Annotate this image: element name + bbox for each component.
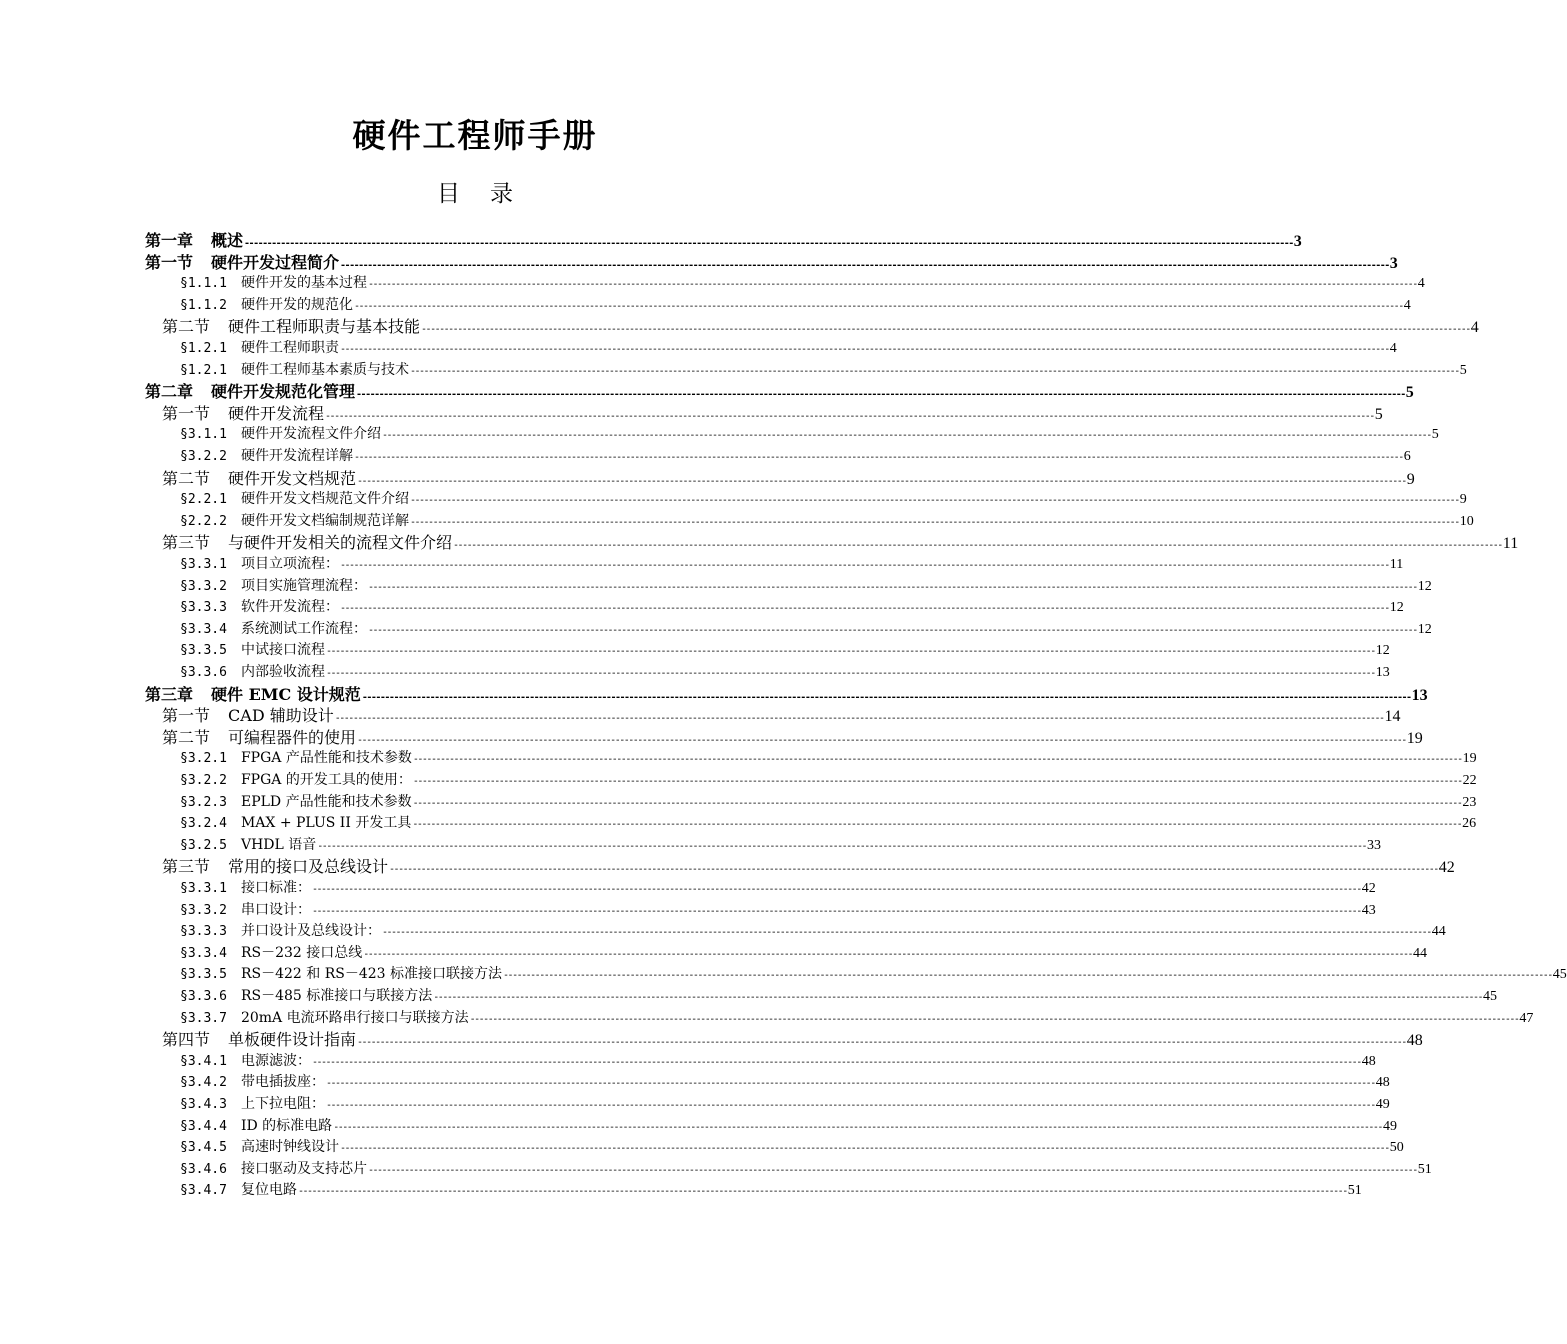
toc-leader: ---------------------------------------------------------------------------------------------------------------------------------------------------------------------------------------------------------------------------------------- — [339, 344, 1389, 355]
toc-leader: ---------------------------------------------------------------------------------------------------------------------------------------------------------------------------------------------------------------------------------------- — [339, 603, 1389, 615]
toc-entry[interactable] — [180, 1137, 1404, 1159]
toc-entry[interactable] — [162, 403, 1383, 425]
toc-entry[interactable] — [180, 554, 1404, 576]
toc-page-number: 45 — [1483, 989, 1498, 1004]
toc-leader: ---------------------------------------------------------------------------------------------------------------------------------------------------------------------------------------------------------------------------------------- — [353, 452, 1403, 463]
toc-entry[interactable] — [180, 446, 1411, 468]
toc-leader: ---------------------------------------------------------------------------------------------------------------------------------------------------------------------------------------------------------------------------------------- — [325, 1100, 1375, 1111]
toc-page-number: 51 — [1347, 1183, 1362, 1199]
toc-page-number: 9 — [1459, 492, 1467, 508]
toc-leader: ---------------------------------------------------------------------------------------------------------------------------------------------------------------------------------------------------------------------------------------- — [409, 495, 1459, 507]
toc-entry-text: 硬件 EMC 设计规范 — [211, 684, 361, 704]
toc-entry-number: §3.4.1 — [180, 1053, 227, 1069]
toc-entry-number: §3.3.4 — [180, 945, 227, 961]
toc-page-number: 33 — [1367, 837, 1382, 853]
toc-entry-text: 系统测试工作流程： — [240, 620, 367, 637]
toc-entry[interactable] — [180, 964, 1567, 986]
toc-leader: ---------------------------------------------------------------------------------------------------------------------------------------------------------------------------------------------------------------------------------------- — [381, 430, 1431, 442]
toc-page-number: 5 — [1431, 427, 1439, 443]
toc-entry-text: 常用的接口及总线设计 — [228, 857, 389, 877]
toc-heading: 目录 — [437, 181, 543, 207]
toc-leader: ---------------------------------------------------------------------------------------------------------------------------------------------------------------------------------------------------------------------------------------- — [357, 734, 1406, 746]
toc-entry-text: 硬件开发流程文件介绍 — [240, 426, 381, 443]
toc-page-number: 23 — [1462, 794, 1477, 810]
toc-leader: ---------------------------------------------------------------------------------------------------------------------------------------------------------------------------------------------------------------------------------------- — [367, 279, 1417, 291]
toc-leader: ---------------------------------------------------------------------------------------------------------------------------------------------------------------------------------------------------------------------------------------- — [340, 259, 1389, 271]
toc-entry[interactable] — [162, 316, 1479, 338]
toc-page-number: 48 — [1375, 1075, 1390, 1091]
toc-page-number: 4 — [1389, 341, 1397, 356]
toc-entry[interactable] — [180, 878, 1376, 900]
toc-page-number: 43 — [1361, 902, 1376, 918]
toc-entry-label: 第一节 — [162, 403, 211, 423]
toc-page-number: 42 — [1438, 859, 1455, 877]
toc-page-number: 4 — [1470, 319, 1479, 337]
toc-leader: ---------------------------------------------------------------------------------------------------------------------------------------------------------------------------------------------------------------------------------------- — [353, 300, 1403, 312]
toc-entry-number: §3.3.1 — [180, 881, 227, 896]
toc-page-number: 6 — [1403, 449, 1411, 464]
toc-entry[interactable] — [180, 424, 1439, 446]
toc-entry-text: 硬件开发流程详解 — [240, 448, 353, 464]
toc-entry-text: 硬件开发流程 — [228, 403, 325, 423]
toc-entry-text: 并口设计及总线设计： — [240, 923, 381, 940]
toc-entry[interactable] — [145, 381, 1414, 403]
toc-page-number: 13 — [1411, 686, 1428, 704]
toc-entry[interactable] — [162, 856, 1455, 878]
toc-page-number: 49 — [1382, 1118, 1397, 1134]
toc-page-number: 19 — [1406, 729, 1423, 747]
toc-entry[interactable] — [180, 511, 1474, 533]
toc-page-number: 10 — [1459, 513, 1474, 529]
toc-entry[interactable] — [180, 360, 1467, 382]
toc-entry-number: §3.2.1 — [180, 751, 227, 767]
toc-entry[interactable] — [180, 1180, 1362, 1202]
toc-leader: ---------------------------------------------------------------------------------------------------------------------------------------------------------------------------------------------------------------------------------------- — [433, 992, 1483, 1003]
toc-entry-number: §3.3.1 — [180, 557, 227, 572]
toc-entry-number: §3.3.5 — [180, 967, 227, 983]
toc-leader: ---------------------------------------------------------------------------------------------------------------------------------------------------------------------------------------------------------------------------------------- — [311, 884, 1361, 895]
toc-entry-text: ID 的标准电路 — [240, 1117, 333, 1134]
toc-leader: ---------------------------------------------------------------------------------------------------------------------------------------------------------------------------------------------------------------------------------------- — [381, 927, 1431, 939]
toc-entry[interactable] — [180, 748, 1477, 770]
toc-entry-number: §3.3.6 — [180, 989, 227, 1004]
toc-page-number: 44 — [1431, 924, 1446, 940]
toc-entry-text: 中试接口流程 — [240, 642, 325, 659]
toc-entry[interactable] — [162, 705, 1401, 727]
toc-entry-text: 单板硬件设计指南 — [228, 1030, 357, 1050]
toc-page-number: 5 — [1405, 384, 1414, 402]
toc-page-number: 48 — [1361, 1053, 1376, 1069]
toc-entry-number: §3.2.2 — [180, 449, 227, 464]
toc-leader: ---------------------------------------------------------------------------------------------------------------------------------------------------------------------------------------------------------------------------------------- — [412, 819, 1462, 831]
toc-entry-text: 软件开发流程： — [240, 599, 339, 616]
toc-entry-number: §3.3.3 — [180, 924, 227, 940]
toc-page-number: 11 — [1502, 535, 1519, 553]
toc-entry[interactable] — [180, 640, 1390, 662]
toc-entry-text: 复位电路 — [240, 1182, 297, 1199]
toc-entry-number: §3.4.4 — [180, 1118, 227, 1134]
toc-entry-number: §1.2.1 — [180, 341, 227, 356]
toc-leader: ---------------------------------------------------------------------------------------------------------------------------------------------------------------------------------------------------------------------------------------- — [244, 238, 1293, 249]
toc-page-number: 11 — [1389, 557, 1404, 572]
toc-entry-text: 20mA 电流环路串行接口与联接方法 — [240, 1009, 469, 1026]
toc-page-number: 12 — [1375, 643, 1390, 659]
toc-entry-number: §3.1.1 — [180, 427, 227, 443]
toc-entry-label: 第一节 — [145, 252, 194, 272]
toc-page-number: 50 — [1389, 1140, 1404, 1156]
toc-leader: ---------------------------------------------------------------------------------------------------------------------------------------------------------------------------------------------------------------------------------------- — [334, 713, 1384, 725]
toc-entry[interactable] — [180, 597, 1404, 619]
toc-leader: ---------------------------------------------------------------------------------------------------------------------------------------------------------------------------------------------------------------------------------------- — [503, 970, 1552, 982]
toc-page-number: 4 — [1417, 276, 1425, 292]
toc-leader: ---------------------------------------------------------------------------------------------------------------------------------------------------------------------------------------------------------------------------------------- — [361, 691, 1411, 703]
toc-entry[interactable] — [180, 921, 1446, 943]
toc-page-number: 9 — [1406, 470, 1415, 488]
toc-entry-number: §1.1.2 — [180, 297, 227, 313]
toc-entry-text: 与硬件开发相关的流程文件介绍 — [228, 533, 453, 553]
toc-entry[interactable] — [180, 619, 1432, 641]
toc-entry[interactable] — [180, 813, 1477, 835]
toc-page-number: 44 — [1413, 945, 1428, 961]
toc-entry-label: 第二章 — [145, 382, 194, 402]
toc-page-number: 42 — [1361, 881, 1376, 896]
toc-entry[interactable] — [180, 1008, 1534, 1030]
toc-entry-text: 高速时钟线设计 — [240, 1139, 339, 1156]
toc-entry-number: §3.4.3 — [180, 1097, 227, 1112]
toc-entry[interactable] — [145, 230, 1302, 252]
toc-entry-label: 第一节 — [162, 706, 211, 726]
toc-leader: ---------------------------------------------------------------------------------------------------------------------------------------------------------------------------------------------------------------------------------------- — [325, 646, 1375, 658]
toc-entry-number: §2.2.2 — [180, 513, 227, 529]
toc-entry[interactable] — [180, 1051, 1376, 1073]
toc-entry[interactable] — [180, 576, 1432, 598]
toc-entry-text: 可编程器件的使用 — [228, 727, 357, 747]
toc-page-number: 12 — [1417, 621, 1432, 637]
toc-page-number: 22 — [1462, 773, 1477, 788]
toc-entry-number: §3.3.3 — [180, 600, 227, 616]
toc-entry-number: §3.3.2 — [180, 578, 227, 594]
toc-entry-label: 第三节 — [162, 533, 211, 553]
toc-leader: ---------------------------------------------------------------------------------------------------------------------------------------------------------------------------------------------------------------------------------------- — [367, 581, 1417, 593]
toc-entry-number: §3.4.2 — [180, 1075, 227, 1091]
toc-leader: ---------------------------------------------------------------------------------------------------------------------------------------------------------------------------------------------------------------------------------------- — [363, 948, 1413, 960]
toc-entry-number: §3.3.6 — [180, 665, 227, 680]
toc-page-number: 47 — [1519, 1010, 1534, 1026]
toc-entry-number: §1.1.1 — [180, 276, 227, 292]
toc-entry[interactable] — [162, 532, 1519, 554]
toc-entry[interactable] — [180, 489, 1467, 511]
page-title: 硬件工程师手册 — [352, 116, 598, 155]
toc-page-number: 3 — [1293, 233, 1302, 250]
toc-leader: ---------------------------------------------------------------------------------------------------------------------------------------------------------------------------------------------------------------------------------------- — [412, 776, 1462, 787]
toc-entry-text: FPGA 产品性能和技术参数 — [240, 750, 412, 767]
toc-entry[interactable] — [180, 792, 1477, 814]
toc-leader: ---------------------------------------------------------------------------------------------------------------------------------------------------------------------------------------------------------------------------------------- — [333, 1121, 1382, 1133]
toc-entry[interactable] — [180, 338, 1397, 360]
toc-entry-text: 接口标准： — [240, 880, 311, 896]
toc-entry-text: 硬件工程师职责 — [240, 340, 339, 356]
toc-leader: ---------------------------------------------------------------------------------------------------------------------------------------------------------------------------------------------------------------------------------------- — [412, 754, 1462, 766]
toc-entry-text: CAD 辅助设计 — [228, 706, 334, 726]
toc-page-number: 19 — [1462, 751, 1477, 767]
toc-page-number: 12 — [1417, 578, 1432, 594]
toc-leader: ---------------------------------------------------------------------------------------------------------------------------------------------------------------------------------------------------------------------------------------- — [325, 1078, 1375, 1090]
toc-entry[interactable] — [180, 835, 1382, 857]
toc-page-number: 14 — [1384, 708, 1401, 726]
toc-entry-number: §3.3.2 — [180, 902, 227, 918]
toc-entry[interactable] — [162, 727, 1423, 749]
toc-entry-label: 第三章 — [145, 684, 194, 704]
toc-entry[interactable] — [145, 252, 1398, 274]
toc-entry-number: §3.2.4 — [180, 816, 227, 832]
toc-entry-text: 硬件工程师职责与基本技能 — [228, 317, 421, 337]
toc-entry-text: 串口设计： — [240, 901, 311, 918]
toc-entry[interactable] — [145, 684, 1428, 706]
toc-entry-text: 硬件开发文档编制规范详解 — [240, 512, 409, 529]
toc-entry-text: 接口驱动及支持芯片 — [240, 1160, 367, 1177]
toc-leader: ---------------------------------------------------------------------------------------------------------------------------------------------------------------------------------------------------------------------------------------- — [367, 1164, 1417, 1176]
toc-leader: ---------------------------------------------------------------------------------------------------------------------------------------------------------------------------------------------------------------------------------------- — [357, 475, 1406, 487]
toc-entry[interactable] — [162, 1029, 1423, 1051]
toc-entry-number: §3.2.5 — [180, 837, 227, 853]
toc-leader: ---------------------------------------------------------------------------------------------------------------------------------------------------------------------------------------------------------------------------------------- — [325, 668, 1375, 679]
toc-entry-number: §3.3.7 — [180, 1010, 227, 1026]
toc-entry-text: 项目实施管理流程： — [240, 577, 367, 594]
toc-entry-text: 硬件开发文档规范文件介绍 — [240, 491, 409, 508]
toc-leader: ---------------------------------------------------------------------------------------------------------------------------------------------------------------------------------------------------------------------------------------- — [367, 624, 1417, 636]
toc-page-number: 45 — [1552, 967, 1567, 983]
toc-leader: ---------------------------------------------------------------------------------------------------------------------------------------------------------------------------------------------------------------------------------------- — [356, 389, 1405, 401]
toc-entry[interactable] — [180, 295, 1411, 317]
toc-page-number: 5 — [1459, 362, 1467, 378]
toc-entry-text: 硬件开发过程简介 — [211, 252, 340, 272]
toc-entry-number: §3.4.7 — [180, 1183, 227, 1199]
toc-entry-text: 上下拉电阻： — [240, 1096, 325, 1112]
toc-entry-label: 第四节 — [162, 1030, 211, 1050]
toc-entry-label: 第二节 — [162, 468, 211, 488]
toc-entry-number: §3.2.2 — [180, 773, 227, 788]
toc-page-number: 26 — [1462, 816, 1477, 832]
toc-entry[interactable] — [180, 1159, 1432, 1181]
toc-entry-number: §1.2.1 — [180, 362, 227, 378]
toc-entry[interactable] — [180, 1116, 1397, 1138]
toc-entry-number: §3.4.5 — [180, 1140, 227, 1156]
toc-entry-number: §3.3.5 — [180, 643, 227, 659]
toc-entry-text: 硬件开发规范化管理 — [211, 382, 356, 402]
toc-entry-label: 第一章 — [145, 231, 194, 250]
toc-entry-label: 第二节 — [162, 317, 211, 337]
toc-entry-text: RS－485 标准接口与联接方法 — [240, 988, 433, 1004]
toc-entry[interactable] — [180, 900, 1376, 922]
toc-entry[interactable] — [180, 986, 1498, 1008]
toc-leader: ---------------------------------------------------------------------------------------------------------------------------------------------------------------------------------------------------------------------------------------- — [325, 410, 1374, 422]
toc-leader: ---------------------------------------------------------------------------------------------------------------------------------------------------------------------------------------------------------------------------------------- — [317, 840, 1367, 852]
toc-leader: ---------------------------------------------------------------------------------------------------------------------------------------------------------------------------------------------------------------------------------------- — [421, 324, 1470, 336]
toc-entry-text: 电源滤波： — [240, 1052, 311, 1069]
toc-leader: ---------------------------------------------------------------------------------------------------------------------------------------------------------------------------------------------------------------------------------------- — [297, 1186, 1347, 1198]
toc-entry[interactable] — [162, 468, 1415, 490]
toc-entry-text: 带电插拔座： — [240, 1074, 325, 1091]
toc-entry-label: 第二节 — [162, 727, 211, 747]
toc-leader: ---------------------------------------------------------------------------------------------------------------------------------------------------------------------------------------------------------------------------------------- — [311, 1056, 1361, 1068]
toc-entry-text: FPGA 的开发工具的使用： — [240, 772, 412, 788]
toc-entry-text: 概述 — [211, 231, 244, 250]
toc-entry[interactable] — [180, 273, 1425, 295]
toc-entry-text: 硬件工程师基本素质与技术 — [240, 361, 409, 378]
toc-entry[interactable] — [180, 1072, 1390, 1094]
toc-entry[interactable] — [180, 943, 1428, 965]
toc-page-number: 12 — [1389, 600, 1404, 616]
toc-leader: ---------------------------------------------------------------------------------------------------------------------------------------------------------------------------------------------------------------------------------------- — [409, 516, 1459, 528]
toc-page-number: 51 — [1417, 1161, 1432, 1177]
toc-leader: ---------------------------------------------------------------------------------------------------------------------------------------------------------------------------------------------------------------------------------------- — [412, 797, 1462, 809]
toc-entry-text: 硬件开发的规范化 — [240, 296, 353, 313]
toc-page-number: 48 — [1406, 1032, 1423, 1050]
toc-entry[interactable] — [180, 770, 1477, 792]
toc-entry-number: §3.3.4 — [180, 621, 227, 637]
toc-page-number: 49 — [1375, 1097, 1390, 1112]
toc-entry-text: 项目立项流程： — [240, 556, 339, 572]
toc-leader: ---------------------------------------------------------------------------------------------------------------------------------------------------------------------------------------------------------------------------------------- — [469, 1013, 1519, 1025]
toc-entry-number: §3.2.3 — [180, 794, 227, 810]
toc-leader: ---------------------------------------------------------------------------------------------------------------------------------------------------------------------------------------------------------------------------------------- — [389, 864, 1438, 876]
toc-leader: ---------------------------------------------------------------------------------------------------------------------------------------------------------------------------------------------------------------------------------------- — [339, 1143, 1389, 1155]
toc-page-number: 5 — [1374, 405, 1383, 423]
toc-entry-text: RS－232 接口总线 — [240, 944, 363, 961]
toc-page-number: 13 — [1375, 665, 1390, 680]
toc-leader: ---------------------------------------------------------------------------------------------------------------------------------------------------------------------------------------------------------------------------------------- — [357, 1037, 1406, 1049]
toc-leader: ---------------------------------------------------------------------------------------------------------------------------------------------------------------------------------------------------------------------------------------- — [339, 560, 1389, 571]
toc-entry-text: 硬件开发文档规范 — [228, 468, 357, 488]
toc-entry-text: EPLD 产品性能和技术参数 — [240, 793, 412, 810]
toc-entry-number: §3.4.6 — [180, 1161, 227, 1177]
toc-leader: ---------------------------------------------------------------------------------------------------------------------------------------------------------------------------------------------------------------------------------------- — [311, 905, 1361, 917]
toc-entry-number: §2.2.1 — [180, 492, 227, 508]
toc-entry-text: 内部验收流程 — [240, 664, 325, 680]
toc-entry-text: 硬件开发的基本过程 — [240, 275, 367, 292]
toc-entry-text: MAX + PLUS II 开发工具 — [240, 815, 412, 832]
toc-page-number: 3 — [1389, 254, 1398, 272]
toc-entry[interactable] — [180, 662, 1390, 684]
toc-page-number: 4 — [1403, 297, 1411, 313]
toc-entry-label: 第三节 — [162, 857, 211, 877]
toc-entry-text: VHDL 语音 — [240, 836, 317, 853]
toc-leader: ---------------------------------------------------------------------------------------------------------------------------------------------------------------------------------------------------------------------------------------- — [409, 365, 1459, 377]
toc-entry[interactable] — [180, 1094, 1390, 1116]
toc-leader: ---------------------------------------------------------------------------------------------------------------------------------------------------------------------------------------------------------------------------------------- — [453, 540, 1502, 552]
toc-entry-text: RS－422 和 RS－423 标准接口联接方法 — [240, 966, 503, 983]
